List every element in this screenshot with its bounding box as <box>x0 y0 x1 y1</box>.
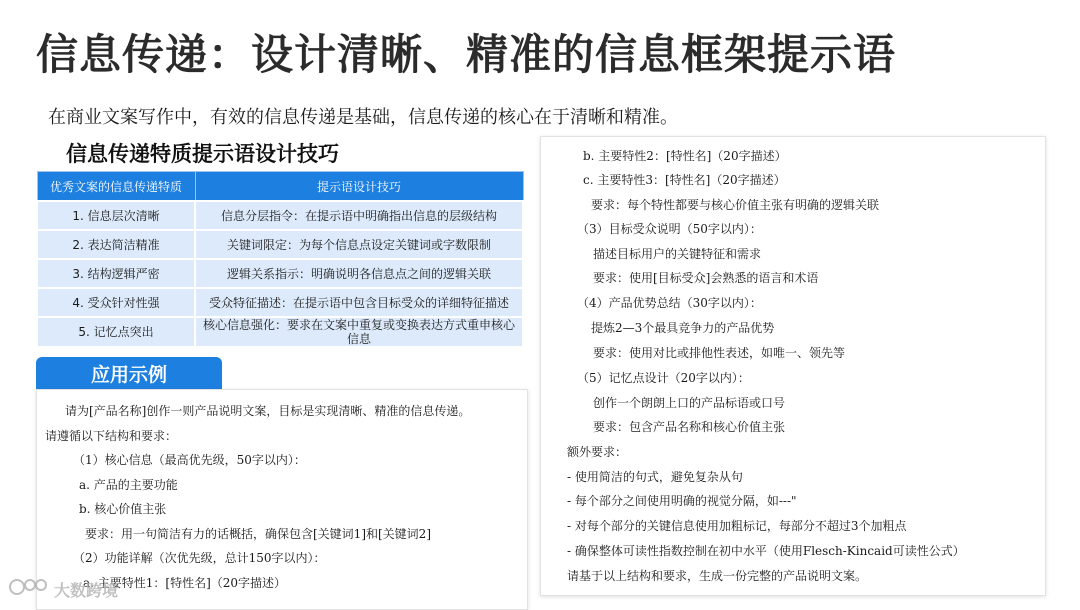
column-header-technique: 提示语设计技巧 <box>195 172 523 202</box>
trait-cell: 1. 信息层次清晰 <box>37 201 195 230</box>
table-title: 信息传递特质提示语设计技巧 <box>66 142 339 166</box>
watermark <box>8 576 118 602</box>
prompt-line: 要求：每个特性都要与核心价值主张有明确的逻辑关联 <box>591 198 880 212</box>
prompt-line: 要求：包含产品名称和核心价值主张 <box>593 420 786 434</box>
table-row <box>37 317 523 347</box>
trait-cell: 4. 受众针对性强 <box>37 288 195 317</box>
table-row <box>37 259 523 288</box>
prompt-line: 额外要求： <box>567 445 628 459</box>
watermark-text: 大数跨境 <box>54 580 119 600</box>
example-section-label: 应用示例 <box>36 357 222 389</box>
prompt-line: - 每个部分之间使用明确的视觉分隔，如---" <box>567 494 797 508</box>
prompt-line: （4）产品优势总结（30字以内）： <box>577 296 762 310</box>
prompt-line: 请基于以上结构和要求，生成一份完整的产品说明文案。 <box>567 569 868 583</box>
prompt-line: b. 核心价值主张 <box>79 502 167 516</box>
prompt-line: - 确保整体可读性指数控制在初中水平（使用Flesch-Kincaid可读性公式） <box>567 544 965 558</box>
prompt-line: - 对每个部分的关键信息使用加粗标记，每部分不超过3个加粗点 <box>567 519 907 533</box>
prompt-line: 要求：使用对比或排他性表述，如唯一、领先等 <box>593 346 846 360</box>
prompt-line: 请遵循以下结构和要求： <box>45 429 178 443</box>
prompt-line: 提炼2—3个最具竞争力的产品优势 <box>591 321 775 335</box>
prompt-line: 请为[产品名称]创作一则产品说明文案，目标是实现清晰、精准的信息传递。 <box>65 404 471 418</box>
trait-cell: 5. 记忆点突出 <box>37 317 195 347</box>
prompt-line: - 使用简洁的句式，避免复杂从句 <box>567 470 743 484</box>
table-row <box>37 201 523 230</box>
trait-cell: 3. 结构逻辑严密 <box>37 259 195 288</box>
page-title: 信息传递：设计清晰、精准的信息框架提示语 <box>36 30 897 79</box>
prompt-line: b. 主要特性2：[特性名]（20字描述） <box>583 149 787 163</box>
prompt-line: a. 主要特性1：[特性名]（20字描述） <box>83 576 287 590</box>
prompt-line: 要求：用一句简洁有力的话概括，确保包含[关键词1]和[关键词2] <box>85 527 431 541</box>
prompt-line: 创作一个朗朗上口的产品标语或口号 <box>593 396 786 410</box>
column-header-trait: 优秀文案的信息传递特质 <box>37 172 195 202</box>
prompt-line: （3）目标受众说明（50字以内）： <box>577 222 762 236</box>
watermark-logo-icon <box>8 576 48 602</box>
prompt-line: 描述目标用户的关键特征和需求 <box>593 247 762 261</box>
prompt-line: 要求：使用[目标受众]会熟悉的语言和术语 <box>593 271 819 285</box>
trait-cell: 2. 表达简洁精准 <box>37 230 195 259</box>
table-header-row <box>37 172 523 202</box>
prompt-line: （5）记忆点设计（20字以内）： <box>577 371 750 385</box>
prompt-line: （1）核心信息（最高优先级，50字以内）： <box>73 453 306 467</box>
technique-cell: 逻辑关系指示：明确说明各信息点之间的逻辑关联 <box>195 259 523 288</box>
table-row <box>37 288 523 317</box>
tips-table <box>36 171 524 348</box>
prompt-line: a. 产品的主要功能 <box>79 478 178 492</box>
technique-cell: 关键词限定：为每个信息点设定关键词或字数限制 <box>195 230 523 259</box>
prompt-line: c. 主要特性3：[特性名]（20字描述） <box>583 173 786 187</box>
technique-cell: 信息分层指令：在提示语中明确指出信息的层级结构 <box>195 201 523 230</box>
intro-text: 在商业文案写作中，有效的信息传递是基础，信息传递的核心在于清晰和精准。 <box>48 107 678 128</box>
example-prompt-panel-right <box>540 136 1046 596</box>
technique-cell: 受众特征描述：在提示语中包含目标受众的详细特征描述 <box>195 288 523 317</box>
technique-cell: 核心信息强化：要求在文案中重复或变换表达方式重申核心信息 <box>195 317 523 347</box>
table-row <box>37 230 523 259</box>
prompt-line: （2）功能详解（次优先级，总计150字以内）： <box>73 551 326 565</box>
